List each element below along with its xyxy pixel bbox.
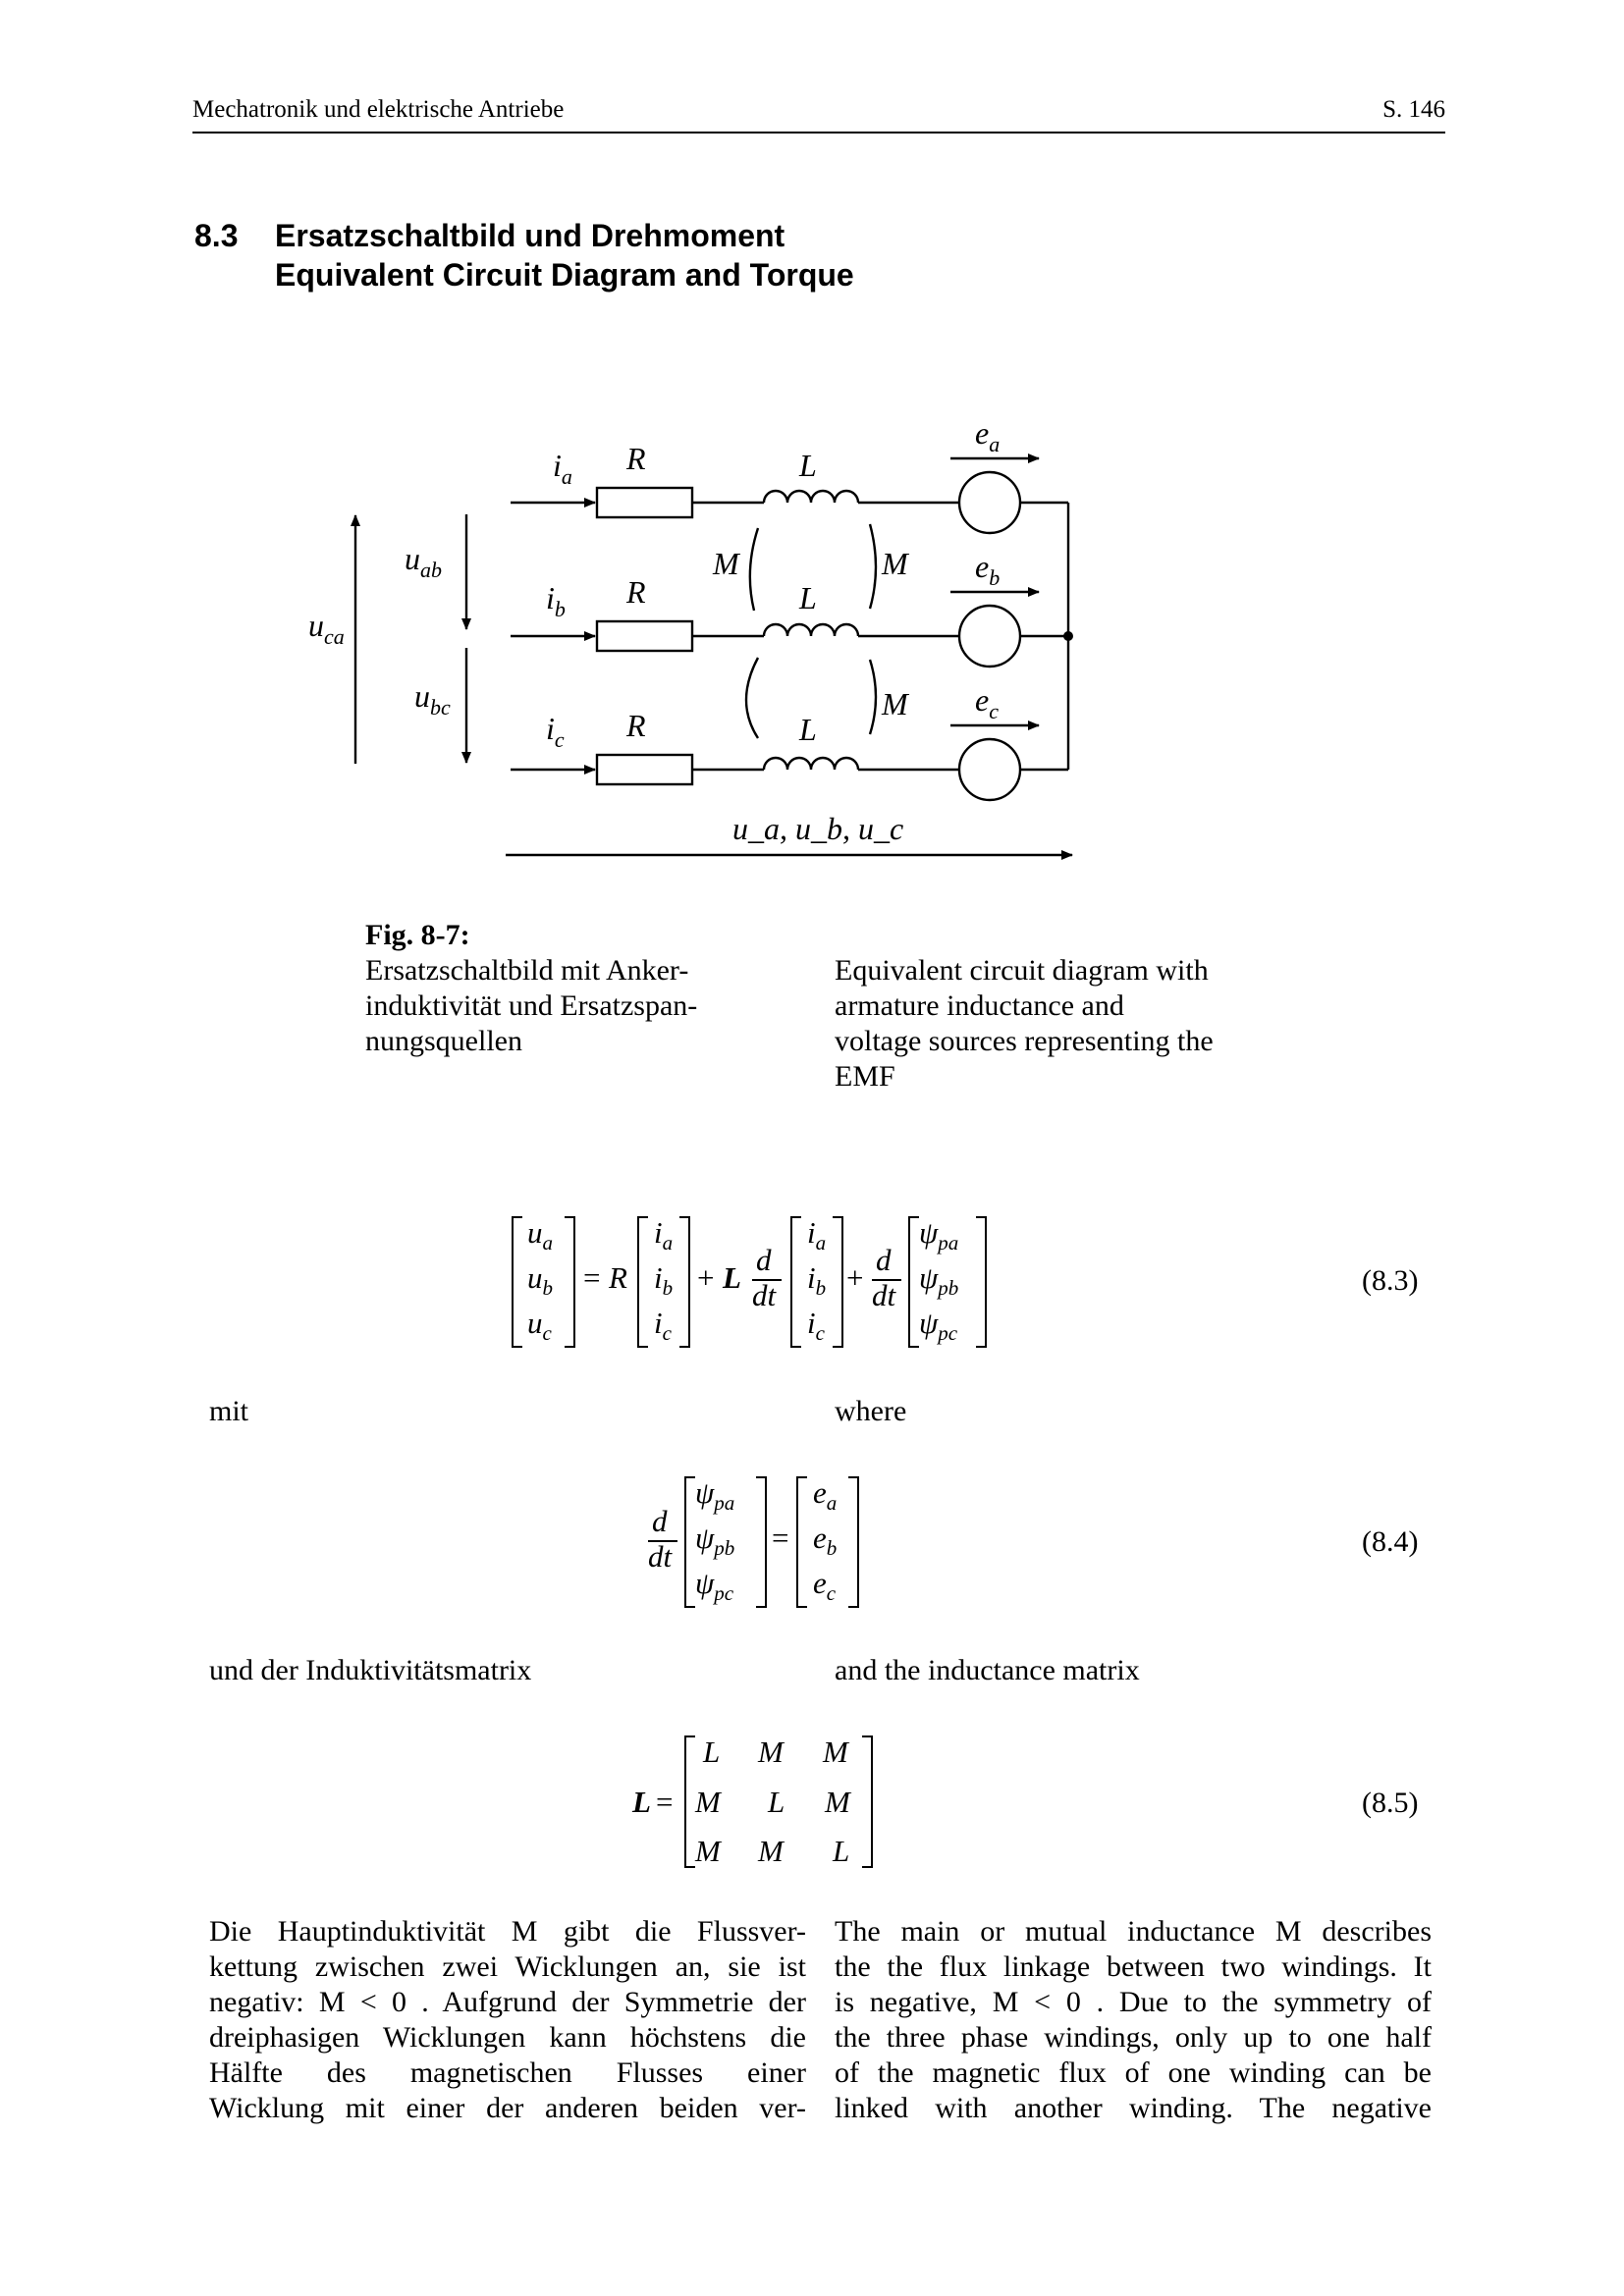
svg-text:ψpa: $\psi_{pa}$ [695,1475,735,1515]
label-R-a: R [626,441,646,476]
svg-text:ia: $i_a$ [807,1215,827,1255]
svg-text:dt: dt [752,1278,777,1312]
svg-text:L: L [723,1260,741,1295]
label-uab: $u_{ab}$ [405,541,442,582]
svg-text:ψpa: $\psi_{pa}$ [919,1215,959,1255]
svg-text:+: + [697,1260,715,1295]
figure-caption-de: Ersatzschaltbild mit Anker- induktivität und Ersatzspan- nungsquellen [365,954,698,1057]
label-L-c: L [799,712,817,747]
svg-text:ψpc: $\psi_{pc}$ [919,1306,958,1345]
label-M-bc: M [882,686,908,721]
svg-text:uc: $u_c$ [527,1306,552,1345]
svg-text:dt: dt [648,1539,673,1574]
svg-text:L: L [768,1785,785,1819]
label-ea: $e_a$ [975,415,1001,456]
label-ic: $i_c$ [546,711,565,752]
label-R-c: R [626,708,646,743]
svg-text:dt: dt [872,1278,896,1312]
equation-number-8-5: (8.5) [1362,1787,1419,1819]
svg-text:ib: $i_b$ [654,1260,674,1300]
svg-text:eb: $e_b$ [813,1521,838,1560]
label-R-b: R [626,574,646,610]
svg-text:d: d [756,1243,772,1277]
equation-number-8-3: (8.3) [1362,1264,1419,1297]
equation-8-3 [513,1215,986,1347]
running-header-title: Mechatronik und elektrische Antriebe [192,96,565,123]
svg-text:M: M [758,1735,784,1769]
svg-text:+: + [846,1260,864,1295]
label-ubc: $u_{bc}$ [414,678,451,720]
label-L-a: L [799,448,817,483]
text-mit: mit [209,1395,249,1427]
svg-text:ec: $e_c$ [813,1566,837,1605]
svg-text:d: d [876,1243,892,1277]
label-eb: $e_b$ [975,549,1001,590]
svg-text:M: M [825,1785,850,1819]
svg-text:ia: $i_a$ [654,1215,674,1255]
equation-8-4 [648,1475,858,1607]
text-und-der: und der Induktivitätsmatrix [209,1654,532,1686]
svg-text:=: = [772,1521,789,1555]
section-title-en: Equivalent Circuit Diagram and Torque [275,257,854,293]
svg-text:d: d [652,1504,668,1538]
text-where: where [835,1395,907,1427]
svg-text:=: = [583,1260,601,1295]
paragraph-en: The main or mutual inductance M describes the the flux linkage between two windings. It is negative, M < 0 . Due to the symmetry of the three phase windings, only up to one half of the magnetic flux of one winding can be linked with another winding. The negative [835,1915,1432,2124]
star-point-node [1063,631,1073,641]
section-number: 8.3 [194,218,239,253]
svg-text:M: M [695,1834,721,1868]
label-M-ab: M [713,546,739,581]
svg-text:ψpc: $\psi_{pc}$ [695,1566,734,1605]
svg-text:ib: $i_b$ [807,1260,827,1300]
page-number: S. 146 [1382,96,1445,123]
svg-text:ea: $e_a$ [813,1475,838,1515]
svg-text:ic: $i_c$ [654,1306,672,1345]
label-ec: $e_c$ [975,682,999,723]
label-uca: $u_{ca}$ [308,608,345,649]
label-M-ab2: M [882,546,908,581]
label-ia: $i_a$ [553,448,572,489]
svg-text:M: M [758,1834,784,1868]
svg-text:ψpb: $\psi_{pb}$ [695,1521,735,1560]
label-L-b: L [799,580,817,615]
equation-number-8-4: (8.4) [1362,1525,1419,1558]
svg-text:L: L [833,1834,850,1868]
svg-text:L: L [703,1735,721,1769]
svg-text:ic: $i_c$ [807,1306,825,1345]
section-title-de: Ersatzschaltbild und Drehmoment [275,218,785,253]
figure-caption-en: Equivalent circuit diagram with armature inductance and voltage sources representing the EMF [835,954,1214,1093]
svg-text:R: R [609,1260,627,1295]
text-and-the: and the inductance matrix [835,1654,1140,1686]
svg-text:ψpb: $\psi_{pb}$ [919,1260,959,1300]
paragraph-de: Die Hauptinduktivität M gibt die Flussver- kettung zwischen zwei Wicklungen an, sie ist negativ: M < 0 . Aufgrund der Symmetrie der dreiphasigen Wicklungen kann höchstens die Hälfte des magnetischen Flusses einer Wicklung mit einer der anderen beiden ver- [209,1915,806,2124]
svg-text:L: L [632,1785,651,1819]
equation-8-5 [631,1735,872,1868]
svg-text:ub: $u_b$ [527,1260,553,1300]
label-phase-voltages: u_a, u_b, u_c [732,811,904,846]
svg-text:ua: $u_a$ [527,1215,553,1255]
svg-text:M: M [695,1785,721,1819]
svg-text:=: = [656,1785,674,1819]
svg-text:M: M [823,1735,848,1769]
label-ib: $i_b$ [546,580,566,621]
figure-label: Fig. 8-7: [365,919,470,951]
